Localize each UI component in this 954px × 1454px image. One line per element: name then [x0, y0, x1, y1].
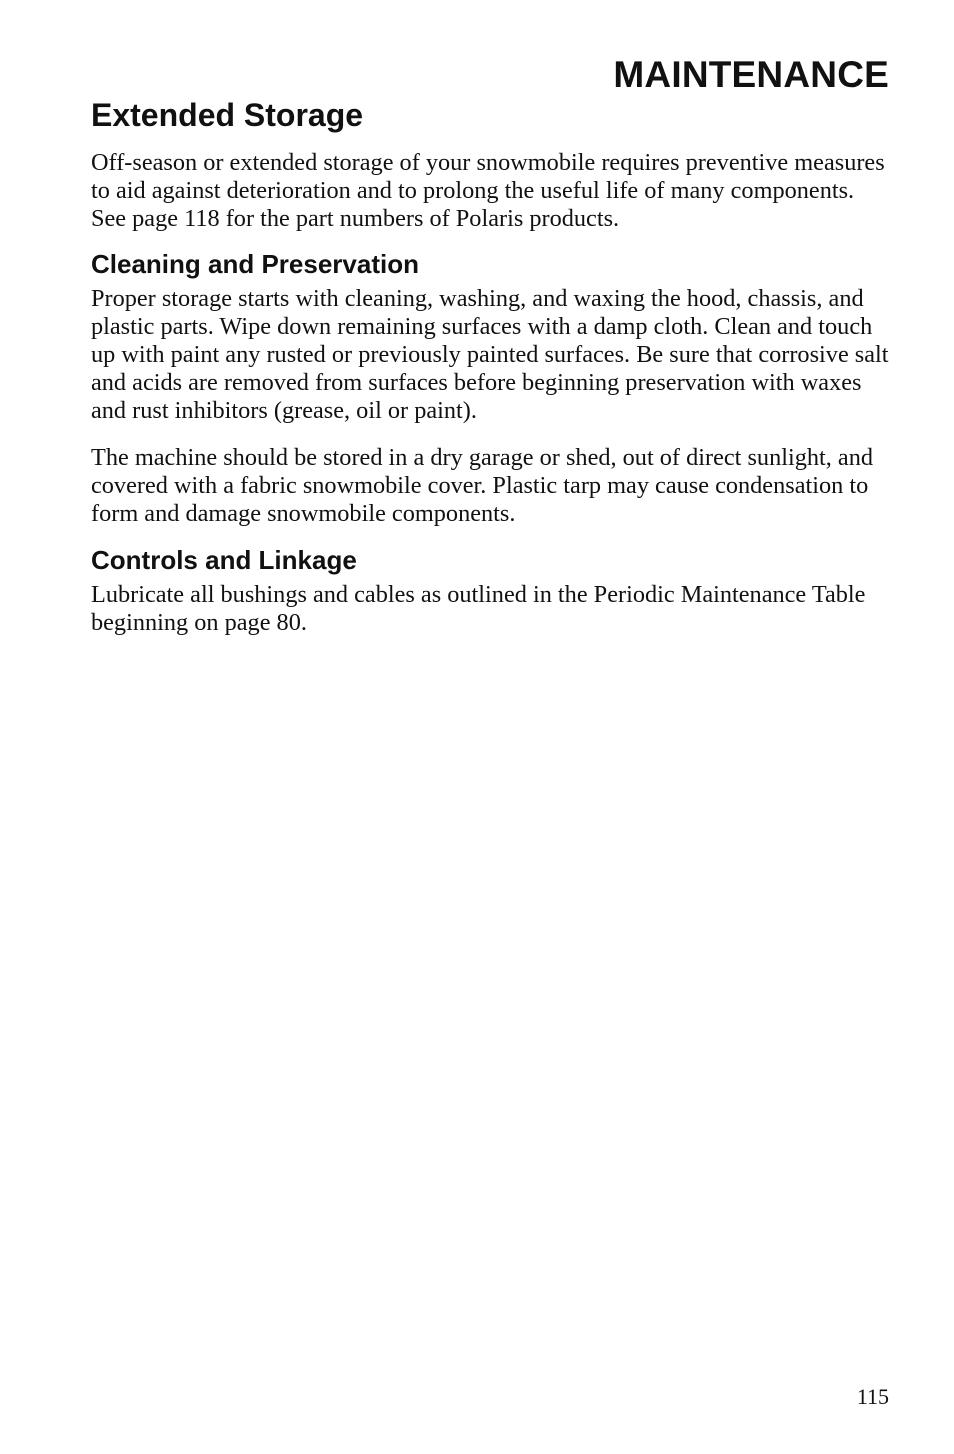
intro-paragraph: Off-season or extended storage of your snowmobile requires preventive measures to aid against deterioration and to prolong the useful life of many components. See page 118 for the part numbers of Polaris products.	[91, 149, 885, 232]
cleaning-paragraph-1: Proper storage starts with cleaning, washing, and waxing the hood, chassis, and plastic parts. Wipe down remaining surfaces with a damp cloth. Clean and touch up with paint any rusted or previously painted surfaces. Be sure that corrosive salt and acids are removed from surfaces before beginning preservation with waxes and rust inhibitors (grease, oil or paint).	[91, 285, 889, 424]
section-title: Extended Storage	[91, 97, 364, 133]
subsection-title-cleaning: Cleaning and Preservation	[91, 249, 419, 280]
controls-paragraph-1: Lubricate all bushings and cables as outlined in the Periodic Maintenance Table beginning on page 80.	[91, 580, 866, 636]
page-content	[91, 94, 891, 636]
cleaning-paragraph-2: The machine should be stored in a dry garage or shed, out of direct sunlight, and covered with a fabric snowmobile cover. Plastic tarp may cause condensation to form and damage snowmobile components.	[91, 444, 874, 527]
page-number: 115	[856, 1384, 889, 1409]
subsection-title-controls: Controls and Linkage	[91, 544, 357, 575]
manual-page	[91, 0, 891, 1454]
running-header: MAINTENANCE	[613, 54, 889, 95]
